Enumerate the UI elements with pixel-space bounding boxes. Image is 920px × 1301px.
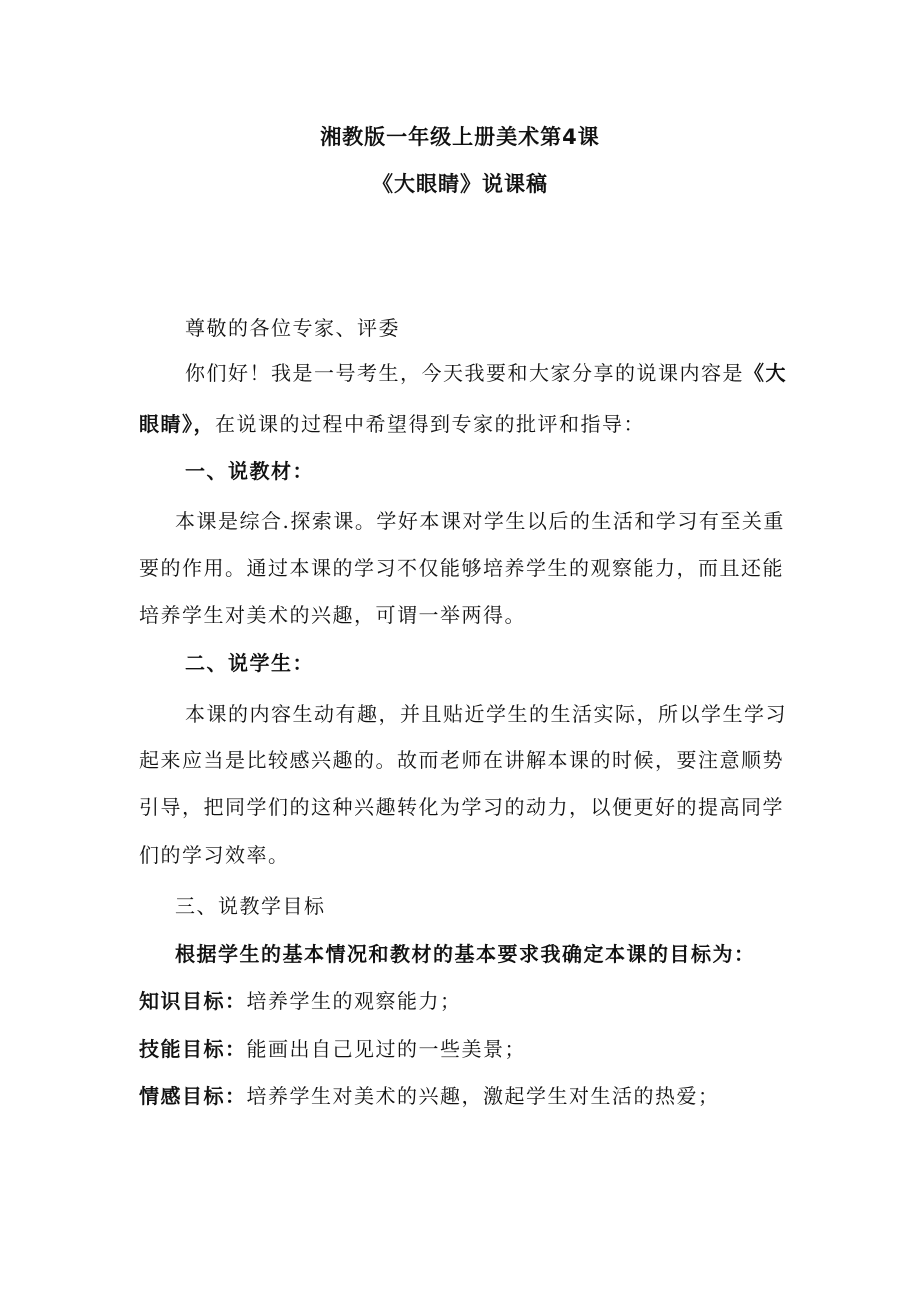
greeting-line2 [139, 409, 645, 439]
section2-line: 们的学习效率。 [139, 843, 290, 867]
document-title-line1: 湘教版一年级上册美术第4课 [320, 125, 600, 149]
section2-line: 引导，把同学们的这种兴趣转化为学习的动力，以便更好的提高同学 [139, 795, 784, 819]
goal-label: 情感目标： [139, 1084, 247, 1108]
section1-line: 培养学生对美术的兴趣，可谓一举两得。 [139, 603, 526, 627]
section3-heading: 三、说教学目标 [175, 894, 326, 918]
greeting-line1-text: 你们好！我是一号考生，今天我要和大家分享的说课内容是 [185, 361, 744, 385]
section2-line: 本课的内容生动有趣，并且贴近学生的生活实际，所以学生学习 [185, 702, 787, 726]
goal-label: 技能目标： [139, 1037, 247, 1061]
section1-line: 要的作用。通过本课的学习不仅能够培养学生的观察能力，而且还能 [139, 556, 784, 580]
greeting-line1-bold: 《大 [744, 361, 787, 385]
section2-heading: 二、说学生： [185, 651, 314, 675]
goal-emotion [139, 1081, 720, 1111]
greeting-line2-bold: 眼睛》， [139, 412, 215, 436]
section1-heading: 一、说教材： [185, 459, 314, 483]
section3-intro: 根据学生的基本情况和教材的基本要求我确定本课的目标为： [175, 942, 756, 966]
goal-text: 培养学生的观察能力； [246, 989, 462, 1013]
goal-label: 知识目标： [139, 989, 247, 1013]
salutation: 尊敬的各位专家、评委 [185, 316, 400, 340]
greeting-line2-text: 在说课的过程中希望得到专家的批评和指导： [215, 412, 645, 436]
document-title-line2: 《大眼睛》说课稿 [372, 172, 548, 196]
section1-line: 本课是综合.探索课。学好本课对学生以后的生活和学习有至关重 [175, 509, 785, 533]
section2-line: 起来应当是比较感兴趣的。故而老师在讲解本课的时候，要注意顺势 [139, 748, 784, 772]
goal-skill [139, 1034, 526, 1064]
goal-text: 培养学生对美术的兴趣，激起学生对生活的热爱； [246, 1084, 720, 1108]
greeting-line1 [185, 358, 787, 388]
goal-knowledge [139, 986, 462, 1016]
goal-text: 能画出自己见过的一些美景； [246, 1037, 526, 1061]
